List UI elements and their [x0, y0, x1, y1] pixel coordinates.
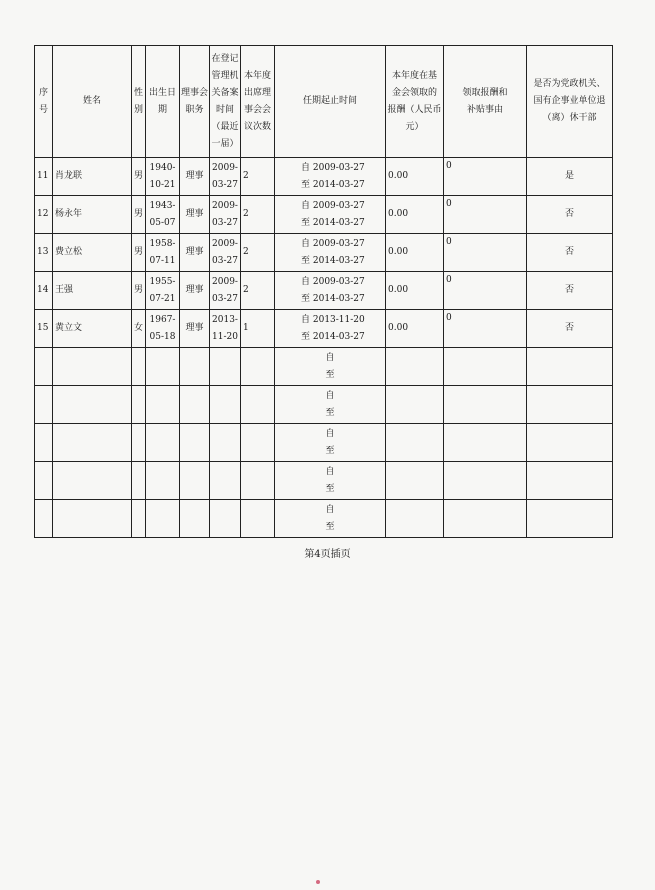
cell-term: 自 2009-03-27 至 2014-03-27 — [275, 158, 386, 196]
header-seq: 序号 — [35, 46, 53, 158]
cell-birth: 1940- 10-21 — [146, 158, 180, 196]
cell-term: 自 至 — [275, 348, 386, 386]
cell-filing-date: 2009- 03-27 — [210, 234, 241, 272]
empty-row — [35, 424, 613, 462]
empty-cell — [180, 424, 210, 462]
cell-retired-cadre: 是 — [527, 158, 613, 196]
empty-cell — [386, 386, 444, 424]
header-row — [35, 46, 613, 158]
empty-cell — [35, 386, 53, 424]
cell-retired-cadre: 否 — [527, 272, 613, 310]
cell-birth: 1967- 05-18 — [146, 310, 180, 348]
empty-cell — [180, 462, 210, 500]
empty-cell — [146, 462, 180, 500]
cell-name: 费立松 — [53, 234, 132, 272]
empty-cell — [527, 462, 613, 500]
empty-cell — [210, 500, 241, 538]
cell-gender: 男 — [132, 272, 146, 310]
directors-table — [34, 45, 613, 538]
cell-gender: 男 — [132, 158, 146, 196]
header-filing-date: 在登记 管理机 关备案 时间 （最近 一届） — [210, 46, 241, 158]
cell-pay: 0.00 — [386, 158, 444, 196]
empty-cell — [444, 500, 527, 538]
empty-cell — [386, 500, 444, 538]
cell-term: 自 2009-03-27 至 2014-03-27 — [275, 234, 386, 272]
cell-pay-reason: 0 — [444, 158, 527, 196]
empty-cell — [241, 424, 275, 462]
header-pay-reason: 领取报酬和 补贴事由 — [444, 46, 527, 158]
header-term: 任期起止时间 — [275, 46, 386, 158]
cell-term: 自 2009-03-27 至 2014-03-27 — [275, 196, 386, 234]
empty-cell — [35, 500, 53, 538]
scan-ink-mark — [316, 880, 320, 884]
empty-cell — [53, 424, 132, 462]
cell-attendance: 2 — [241, 196, 275, 234]
empty-cell — [241, 462, 275, 500]
cell-name: 肖龙联 — [53, 158, 132, 196]
cell-term: 自 2009-03-27 至 2014-03-27 — [275, 272, 386, 310]
empty-cell — [180, 500, 210, 538]
cell-seq: 15 — [35, 310, 53, 348]
empty-cell — [241, 386, 275, 424]
cell-seq: 11 — [35, 158, 53, 196]
empty-cell — [210, 424, 241, 462]
empty-cell — [241, 348, 275, 386]
empty-cell — [132, 386, 146, 424]
cell-pay-reason: 0 — [444, 272, 527, 310]
cell-attendance: 2 — [241, 272, 275, 310]
empty-cell — [180, 348, 210, 386]
table-row — [35, 310, 613, 348]
empty-cell — [132, 500, 146, 538]
cell-filing-date: 2009- 03-27 — [210, 158, 241, 196]
empty-cell — [53, 500, 132, 538]
empty-cell — [527, 424, 613, 462]
header-name: 姓名 — [53, 46, 132, 158]
table-row — [35, 196, 613, 234]
empty-cell — [132, 424, 146, 462]
cell-position: 理事 — [180, 196, 210, 234]
cell-gender: 女 — [132, 310, 146, 348]
empty-cell — [146, 348, 180, 386]
cell-attendance: 2 — [241, 234, 275, 272]
empty-cell — [210, 462, 241, 500]
empty-cell — [210, 348, 241, 386]
cell-pay-reason: 0 — [444, 234, 527, 272]
empty-cell — [132, 348, 146, 386]
cell-term: 自 至 — [275, 500, 386, 538]
empty-cell — [444, 386, 527, 424]
cell-attendance: 2 — [241, 158, 275, 196]
table-row — [35, 158, 613, 196]
cell-term: 自 至 — [275, 386, 386, 424]
cell-filing-date: 2009- 03-27 — [210, 196, 241, 234]
header-retired-cadre: 是否为党政机关、 国有企事业单位退 （离）休干部 — [527, 46, 613, 158]
cell-term: 自 至 — [275, 462, 386, 500]
empty-cell — [527, 348, 613, 386]
cell-retired-cadre: 否 — [527, 196, 613, 234]
header-attendance: 本年度 出席理 事会会 议次数 — [241, 46, 275, 158]
empty-cell — [180, 386, 210, 424]
empty-cell — [444, 424, 527, 462]
header-gender: 性别 — [132, 46, 146, 158]
header-position: 理事会职务 — [180, 46, 210, 158]
empty-cell — [35, 424, 53, 462]
cell-position: 理事 — [180, 310, 210, 348]
empty-cell — [386, 348, 444, 386]
table-row — [35, 272, 613, 310]
cell-position: 理事 — [180, 234, 210, 272]
empty-cell — [146, 386, 180, 424]
cell-pay: 0.00 — [386, 234, 444, 272]
empty-cell — [444, 348, 527, 386]
cell-position: 理事 — [180, 272, 210, 310]
empty-row — [35, 462, 613, 500]
cell-retired-cadre: 否 — [527, 234, 613, 272]
cell-pay-reason: 0 — [444, 196, 527, 234]
cell-position: 理事 — [180, 158, 210, 196]
cell-filing-date: 2013- 11-20 — [210, 310, 241, 348]
cell-birth: 1958- 07-11 — [146, 234, 180, 272]
empty-cell — [210, 386, 241, 424]
cell-name: 杨永年 — [53, 196, 132, 234]
empty-cell — [53, 348, 132, 386]
empty-cell — [53, 462, 132, 500]
cell-seq: 12 — [35, 196, 53, 234]
header-birth: 出生日期 — [146, 46, 180, 158]
empty-cell — [386, 462, 444, 500]
header-pay: 本年度在基 金会领取的 报酬（人民币 元） — [386, 46, 444, 158]
empty-cell — [444, 462, 527, 500]
empty-cell — [241, 500, 275, 538]
cell-pay: 0.00 — [386, 310, 444, 348]
cell-retired-cadre: 否 — [527, 310, 613, 348]
cell-gender: 男 — [132, 196, 146, 234]
empty-cell — [146, 424, 180, 462]
empty-cell — [386, 424, 444, 462]
cell-birth: 1943- 05-07 — [146, 196, 180, 234]
empty-row — [35, 386, 613, 424]
cell-filing-date: 2009- 03-27 — [210, 272, 241, 310]
cell-term: 自 至 — [275, 424, 386, 462]
cell-pay-reason: 0 — [444, 310, 527, 348]
empty-cell — [35, 462, 53, 500]
cell-pay: 0.00 — [386, 272, 444, 310]
empty-cell — [53, 386, 132, 424]
cell-birth: 1955- 07-21 — [146, 272, 180, 310]
cell-name: 王强 — [53, 272, 132, 310]
cell-name: 黄立文 — [53, 310, 132, 348]
empty-cell — [35, 348, 53, 386]
empty-cell — [527, 500, 613, 538]
empty-row — [35, 500, 613, 538]
empty-cell — [527, 386, 613, 424]
page-footer-label: 第4页插页 — [304, 549, 351, 560]
empty-cell — [146, 500, 180, 538]
cell-term: 自 2013-11-20 至 2014-03-27 — [275, 310, 386, 348]
empty-cell — [132, 462, 146, 500]
cell-pay: 0.00 — [386, 196, 444, 234]
cell-seq: 13 — [35, 234, 53, 272]
cell-attendance: 1 — [241, 310, 275, 348]
table-row — [35, 234, 613, 272]
cell-gender: 男 — [132, 234, 146, 272]
cell-seq: 14 — [35, 272, 53, 310]
empty-row — [35, 348, 613, 386]
